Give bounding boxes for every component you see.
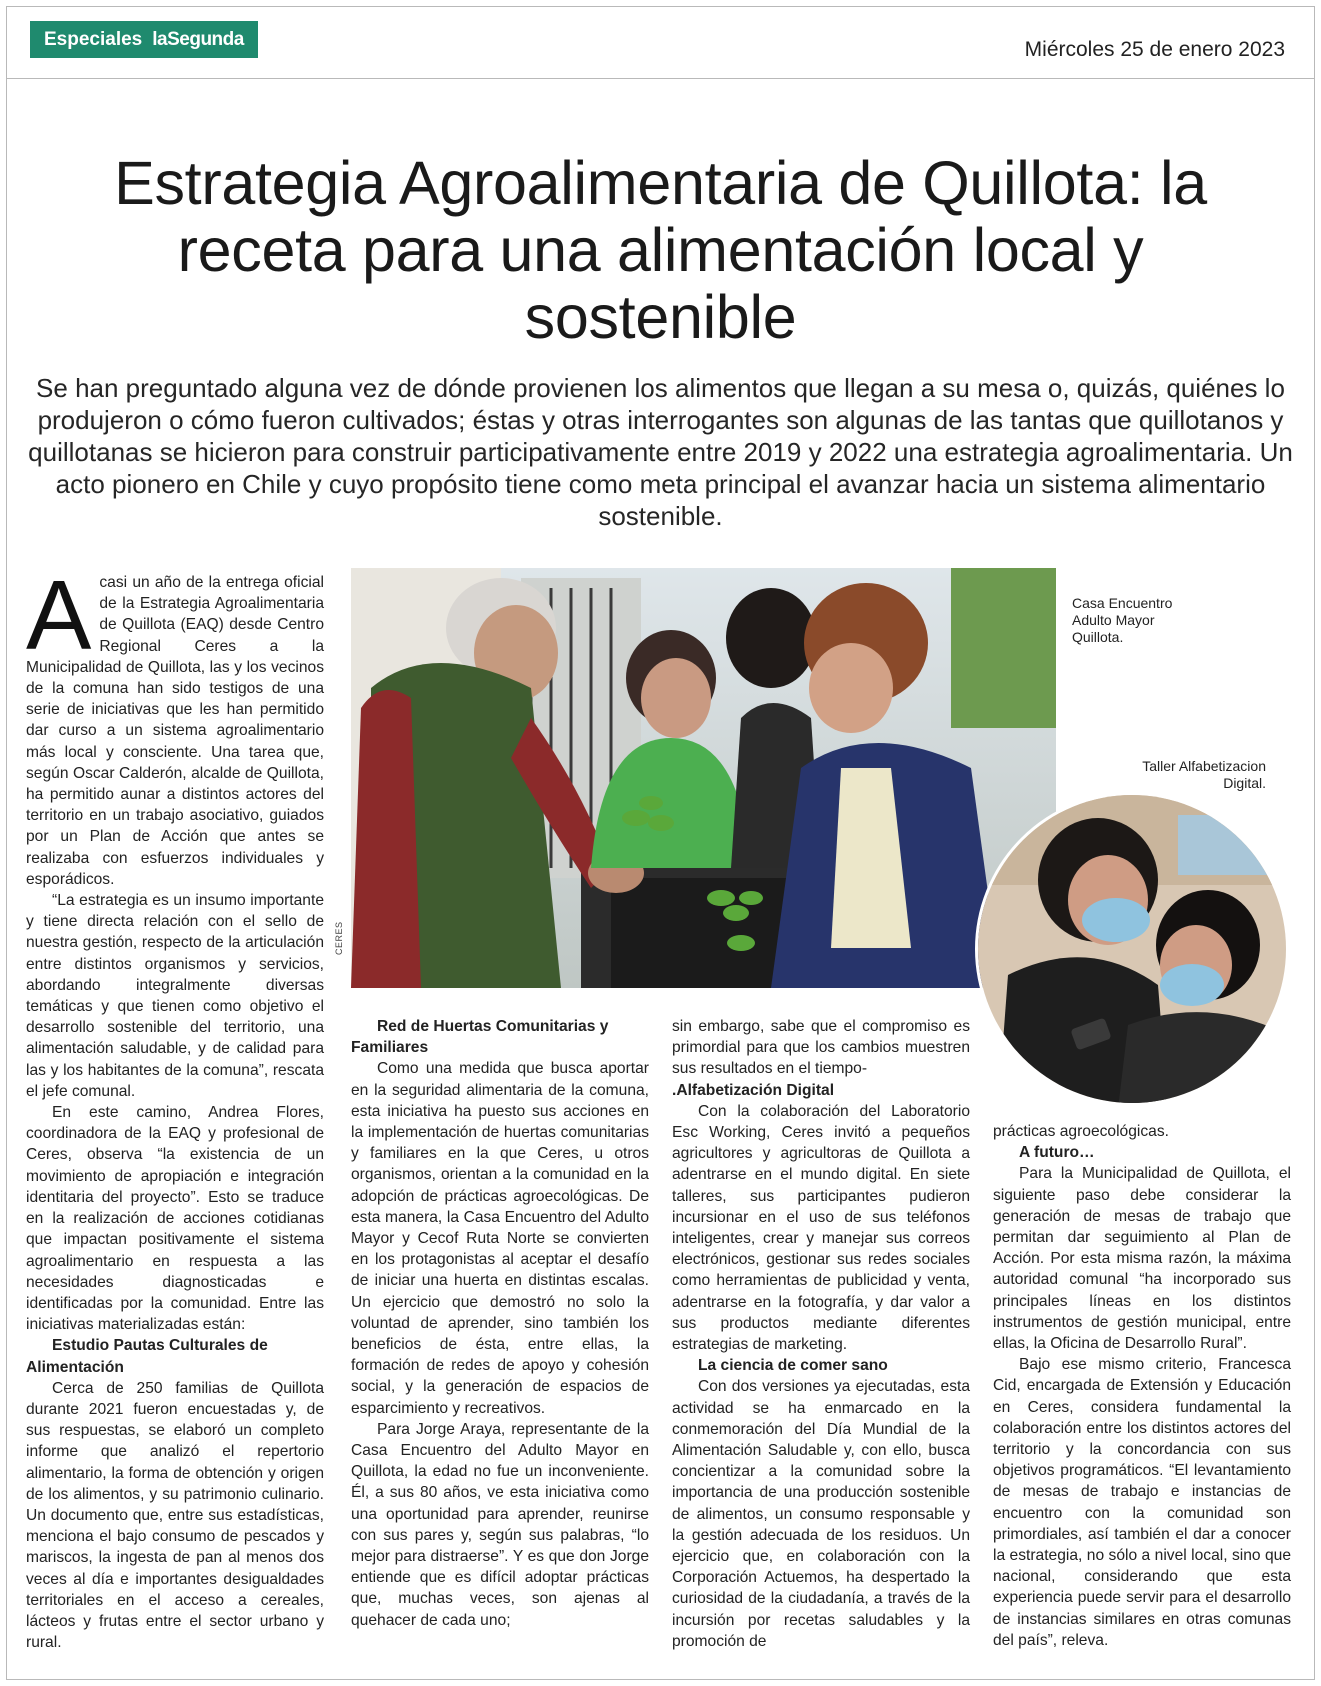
caption-line: Casa Encuentro <box>1072 595 1173 611</box>
subheading: Estudio Pautas Culturales de Alimentación <box>26 1337 268 1376</box>
article-lead: Se han preguntado alguna vez de dónde provienen los alimentos que llegan a su mesa o, quizás, quiénes lo produjeron o cómo fueron cultivados; éstas y otras interrogantes son algunas de las tantas que quillotanos y quillotanas se hicieron para construir participativamente entre 2019 y 2022 una estrategia agroalimentaria. Un acto pionero en Chile y cuyo propósito tiene como meta principal el avanzar hacia un sistema alimentario sostenible. <box>28 373 1293 531</box>
caption-round-photo <box>1100 758 1266 792</box>
paragraph: Con la colaboración del Laboratorio Esc Working, Ceres invitó a pequeños agricultores y agricultoras de Quillota a adentrarse en el mundo digital. En siete talleres, sus participantes pudieron incursionar en el uso de sus teléfonos inteligentes, crear y manejar sus correos electrónicos, gestionar sus redes sociales como herramientas de publicidad y venta, adentrarse en la fotografía, y dar valor a sus productos mediante diferentes estrategias de marketing. <box>672 1102 970 1354</box>
brand-especiales: Especiales <box>44 28 143 50</box>
paragraph: prácticas agroecológicas. <box>993 1123 1169 1140</box>
text-column-2 <box>351 1016 649 1631</box>
subheading: A futuro… <box>1019 1144 1095 1162</box>
paragraph: sin embargo, sabe que el compromiso es primordial para que los cambios muestren sus resultados en el tiempo- <box>672 1018 970 1078</box>
brand-lasegunda: laSegunda <box>152 28 244 50</box>
caption-main-photo <box>1072 595 1172 646</box>
caption-line: Digital. <box>1223 775 1266 791</box>
article-title: Estrategia Agroalimentaria de Quillota: la receta para una alimentación local y sostenible <box>114 149 1207 351</box>
paragraph: Para Jorge Araya, representante de la Casa Encuentro del Adulto Mayor en Quillota, la edad no fue un inconveniente. Él, a sus 80 años, ve esta iniciativa como una oportunidad para aprender, reunirse con sus pares y, según sus palabras, “lo mejor para distraerse”. Y es que don Jorge entiende que es difícil adoptar prácticas que, muchas veces, son ajenas al quehacer de cada uno; <box>351 1420 649 1629</box>
header-divider <box>6 78 1315 79</box>
paragraph: Bajo ese mismo criterio, Francesca Cid, encargada de Extensión y Educación en Ceres, considera fundamental la colaboración entre los distintos actores del territorio y la concordancia con sus objetivos programáticos. “El levantamiento de mesas de trabajo e instancias de encuentro con la comunidad son primordiales, así también el dar a conocer la estrategia, no sólo a nivel local, sino que nacional, considerando que esta experiencia puede servir para el desarrollo de instancias similares en otras comunas del país”, releva. <box>993 1356 1291 1649</box>
paragraph: Cerca de 250 familias de Quillota durante 2021 fueron encuestadas y, de sus respuestas, se elaboró un completo informe que analizó el repertorio alimentario, la forma de obtención y origen de los alimentos, y su patrimonio culinario. Un documento que, entre sus estadísticas, menciona el bajo consumo de pescados y mariscos, la ingesta de pan al menos dos veces al día e importantes desigualdades territoriales en el acceso a cereales, lácteos y frutas entre el sector urbano y rural. <box>26 1379 324 1652</box>
paragraph: Como una medida que busca aportar en la seguridad alimentaria de la comuna, esta iniciativa ha puesto sus acciones en la implementación de huertas comunitarias y familiares en la que Ceres, u otros organismos, orientan a la comunidad en la adopción de prácticas agroecológicas. De esta manera, la Casa Encuentro del Adulto Mayor y Cecof Ruta Norte se convierten en los protagonistas al aceptar el desafío de iniciar una huerta en distintas escalas. Un ejercicio que demostró no solo la voluntad de aprender, sino también los beneficios de ésta, entre ellas, la formación de redes de apoyo y cohesión social, y la generación de espacios de esparcimiento y recreativos. <box>351 1060 649 1417</box>
paragraph: Para la Municipalidad de Quillota, el siguiente paso debe considerar la generación de mesas de trabajo que permitan dar seguimiento al Plan de Acción. Por esta misma razón, la máxima autoridad comunal “ha incorporado sus principales líneas en los distintos instrumentos de gestión municipal, entre ellas, la Oficina de Desarrollo Rural”. <box>993 1165 1291 1353</box>
text-column-3 <box>672 1016 970 1652</box>
paragraph: En este camino, Andrea Flores, coordinadora de la EAQ y profesional de Ceres, observa “la existencia de un movimiento de apropiación e integración identitaria del proyecto”. Esto se traduce en la realización de acciones cotidianas que impactan positivamente el sistema agroalimentario en respuesta a las necesidades diagnosticadas e identificadas por la comunidad. Entre las iniciativas materializadas están: <box>26 1104 324 1334</box>
caption-line: Taller Alfabetizacion <box>1142 758 1266 774</box>
subheading: Red de Huertas Comunitarias y Familiares <box>351 1018 609 1057</box>
issue-date: Miércoles 25 de enero 2023 <box>1024 38 1285 61</box>
text-column-4 <box>993 1121 1291 1651</box>
photo-credit: CERES <box>334 921 344 955</box>
caption-line: Quillota. <box>1072 629 1124 645</box>
main-photo-garden <box>351 568 1056 988</box>
paragraph: casi un año de la entrega oficial de la Estrategia Agroalimentaria de Quillota (EAQ) desde Centro Regional Ceres a la Municipalidad de Quillota, las y los vecinos de la comuna han sido testigos de una serie de iniciativas que les han permitido dar curso a un sistema agroalimentario más local y consciente. Una tarea que, según Oscar Calderón, alcalde de Quillota, ha permitido aunar a distintos actores del territorio en un trabajo asociativo, guiados por un Plan de Acción que antes se realizaba con esfuerzos individuales y esporádicos. <box>26 574 324 888</box>
brand-logo <box>30 21 258 58</box>
text-column-1 <box>26 560 324 1653</box>
drop-cap: A <box>26 560 92 670</box>
paragraph: “La estrategia es un insumo importante y tiene directa relación con el sello de nuestra gestión, respecto de la articulación entre distintos organismos y servicios, abordando integralmente diversas temáticas y que tienen como objetivo el desarrollo sostenible del territorio, una alimentación saludable, y de calidad para las y los habitantes de la comuna”, rescata el jefe comunal. <box>26 892 324 1100</box>
round-photo-digital-workshop <box>975 792 1289 1106</box>
caption-line: Adulto Mayor <box>1072 612 1155 628</box>
subheading: La ciencia de comer sano <box>698 1357 888 1375</box>
paragraph: Con dos versiones ya ejecutadas, esta actividad se ha enmarcado en la conmemoración del Día Mundial de la Alimentación Saludable y, con ello, busca concientizar a la comunidad sobre la importancia de una producción sostenible de alimentos, un consumo responsable y la gestión adecuada de los residuos. Un ejercicio que, en colaboración con la Corporación Actuemos, ha despertado la curiosidad de la ciudadanía, a través de la incursión por recetas saludables y la promoción de <box>672 1378 970 1650</box>
subheading: .Alfabetización Digital <box>672 1081 835 1099</box>
